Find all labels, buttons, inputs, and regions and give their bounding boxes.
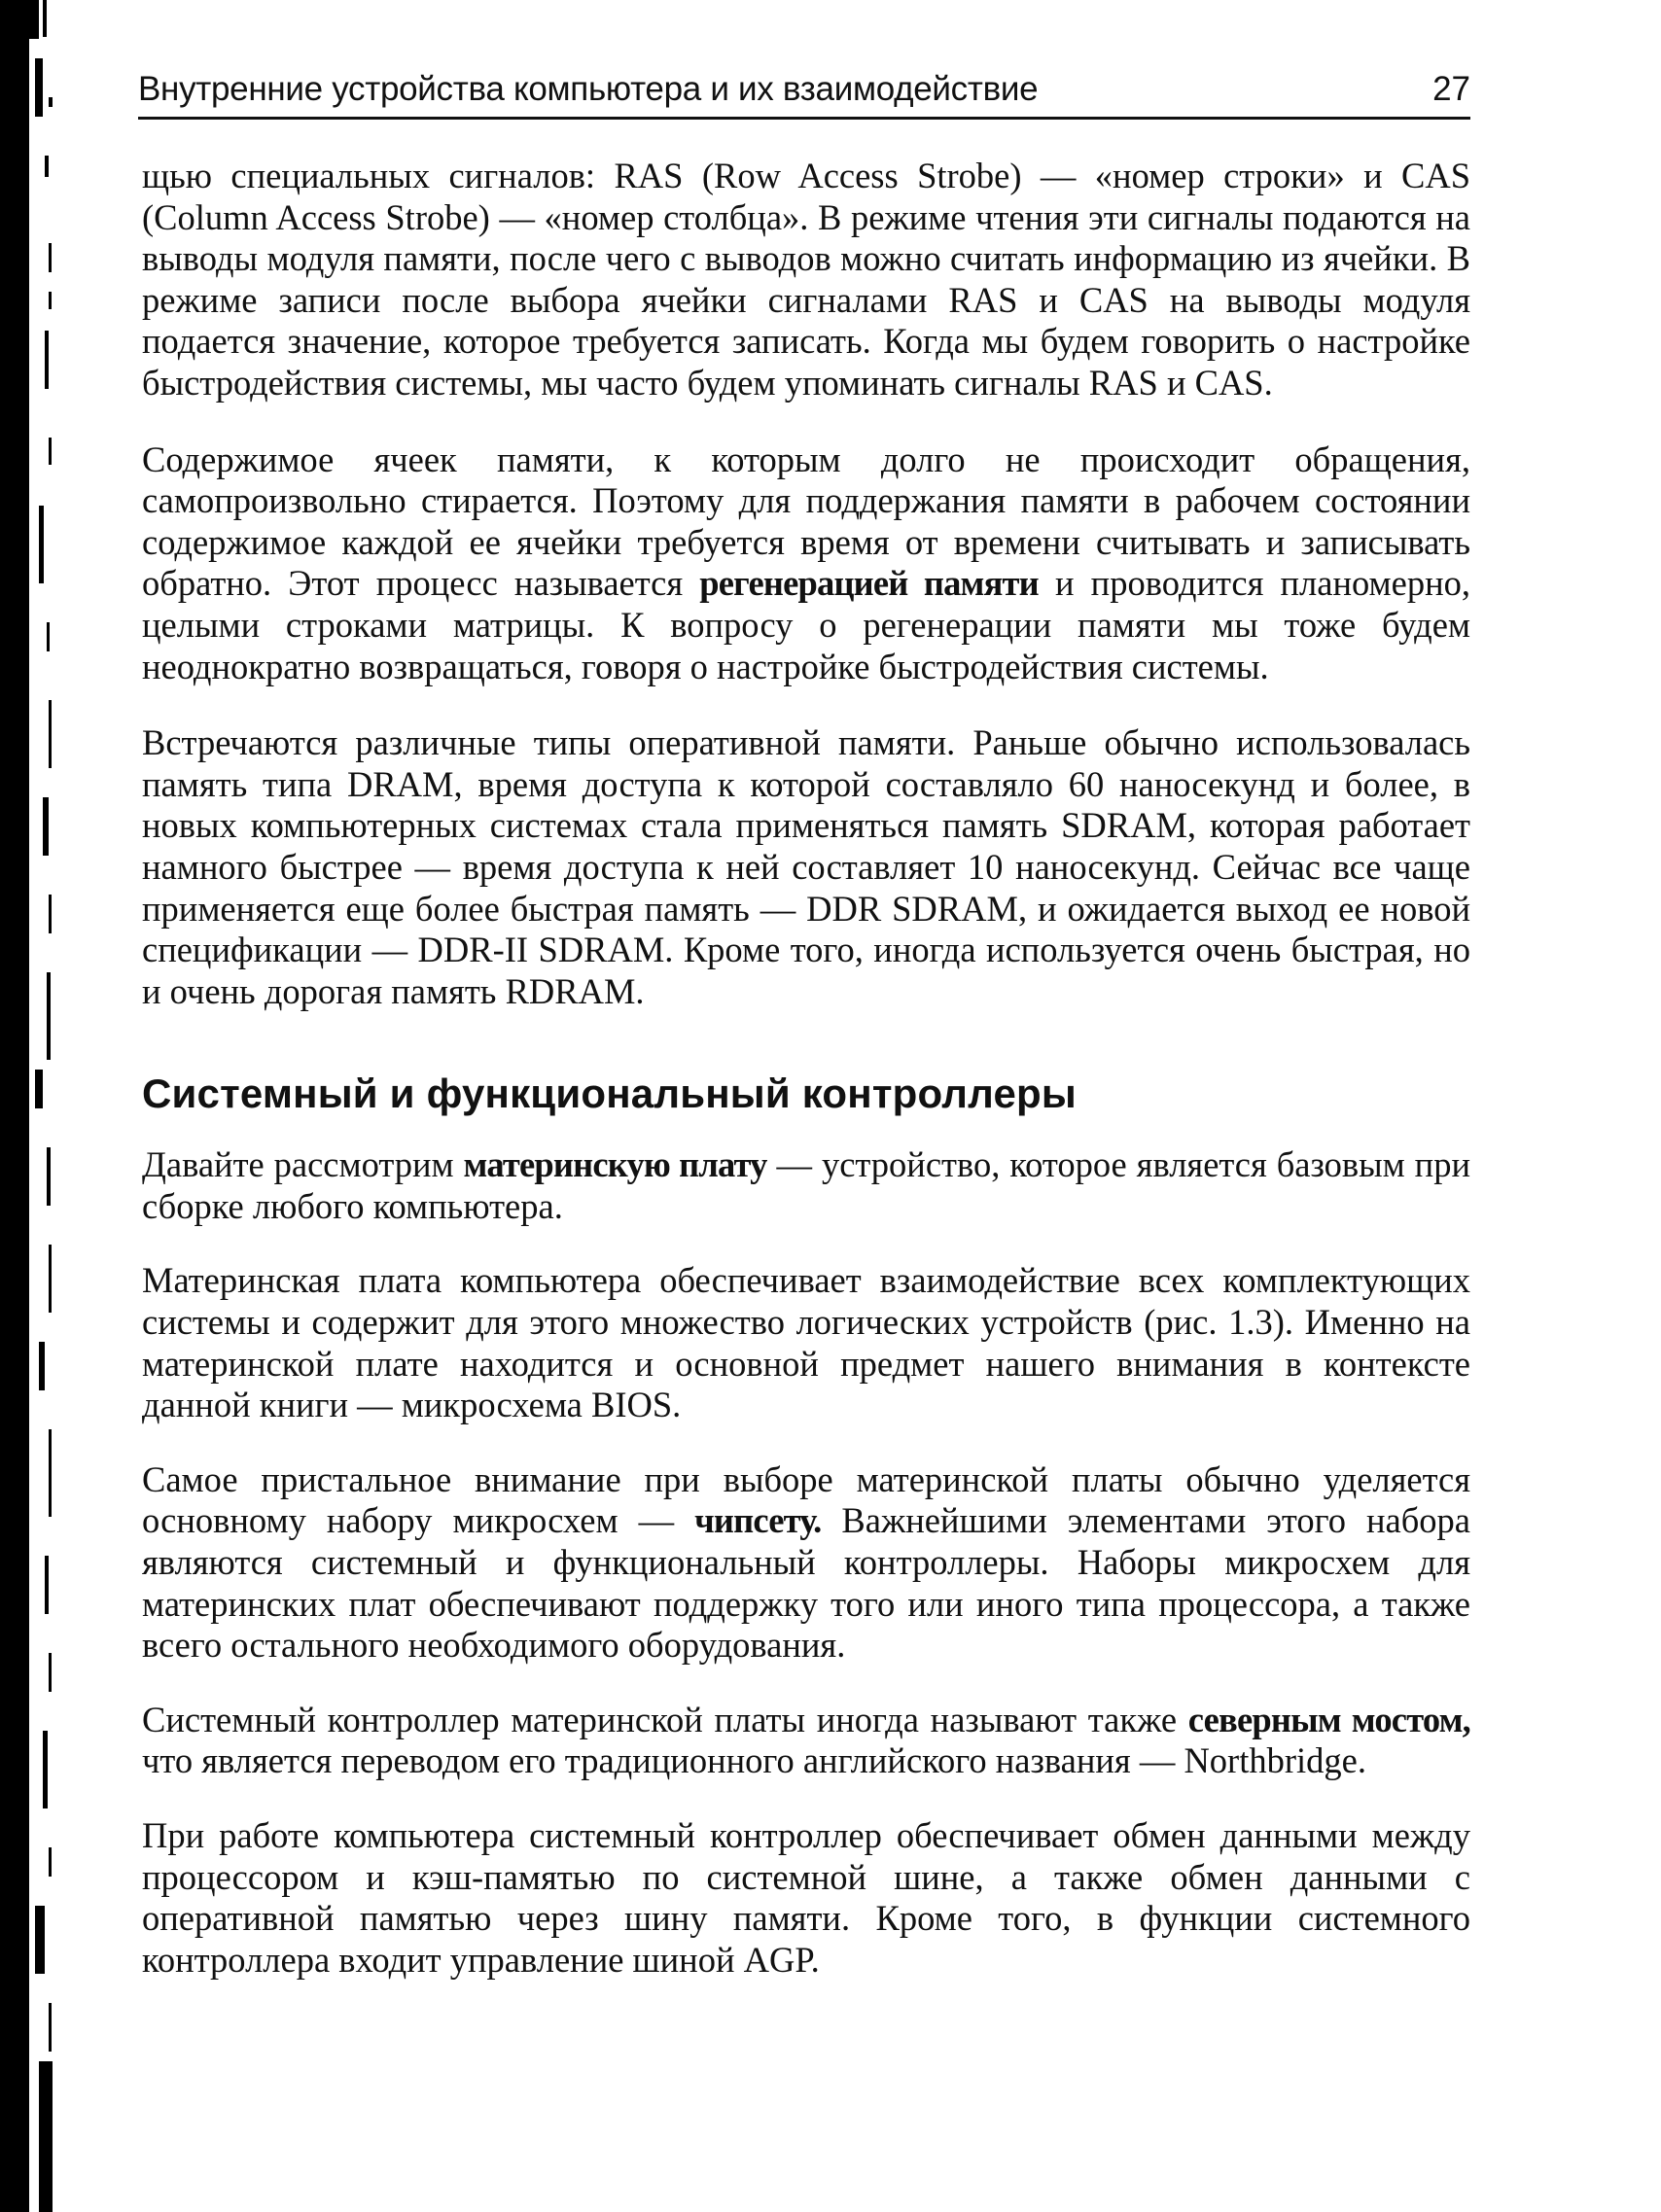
paragraph-text: Содержимое ячеек памяти, к которым долго не происходит обращения, самопроизвольно стирается. Поэтому для поддержания памяти в рабочем состоянии содержимое каждой ее ячейки требуется время от времени считывать и записывать обратно. Этот процесс называется [142, 439, 1470, 604]
paragraph-text: Системный контроллер материнской платы иногда называют также [142, 1699, 1188, 1739]
scan-binding-edge [0, 0, 58, 2212]
term-regeneration: регенерацией памяти [699, 563, 1039, 604]
page-body [142, 156, 1470, 2014]
paragraph-text: — устройство, которое является базовым при сборке любого компьютера. [142, 1144, 1471, 1226]
paragraph-motherboard-intro [142, 1144, 1470, 1227]
paragraph-ras-cas: щью специальных сигналов: RAS (Row Access Strobe) — «номер строки» и CAS (Column Access Strobe) — «номер столбца». В режиме чтения эти сигналы подаются на выводы модуля памяти, после чего с выводов можно считать информацию из ячейки. В режиме записи после выбора ячейки сигналами RAS и CAS на выводы модуля подается значение, которое требуется записать. Когда мы будем говорить о настройке быстродействия системы, мы часто будем упоминать сигналы RAS и CAS. [142, 156, 1470, 403]
term-motherboard: материнскую плату [463, 1144, 767, 1185]
header-title: Внутренние устройства компьютера и их взаимодействие [138, 70, 1039, 108]
paragraph-memory-regeneration [142, 439, 1470, 688]
paragraph-text: Важнейшими элементами этого набора являются системный и функциональный контроллеры. Наборы микросхем для материнских плат обеспечивают поддержку того или иного типа процессора, а также всего остального необходимого оборудования. [142, 1500, 1470, 1666]
paragraph-motherboard-role: Материнская плата компьютера обеспечивает взаимодействие всех комплектующих системы и содержит для этого множество логических устройств (рис. 1.3). Именно на материнской плате находится и основной предмет нашего внимания в контексте данной книги — микросхема BIOS. [142, 1260, 1470, 1425]
paragraph-northbridge [142, 1700, 1470, 1782]
paragraph-chipset [142, 1459, 1470, 1667]
section-heading: Системный и функциональный контроллеры [142, 1071, 1077, 1117]
paragraph-text: и проводится планомерно, целыми строками матрицы. К вопросу о регенерации памяти мы тоже будем неоднократно возвращаться, говоря о настройке быстродействия системы. [142, 563, 1471, 686]
term-chipset: чипсету. [694, 1500, 822, 1541]
term-northbridge: северным мостом, [1187, 1699, 1470, 1739]
running-header [138, 66, 1470, 120]
paragraph-system-controller: При работе компьютера системный контроллер обеспечивает обмен данными между процессором и кэш-памятью по системной шине, а также обмен данными с оперативной памятью через шину памяти. Кроме того, в функции системного контроллера входит управление шиной AGP. [142, 1815, 1470, 1980]
paragraph-text: что является переводом его традиционного английского названия — Northbridge. [142, 1740, 1366, 1781]
paragraph-text: Давайте рассмотрим [142, 1144, 464, 1185]
page-number: 27 [1432, 70, 1470, 108]
paragraph-ram-types: Встречаются различные типы оперативной памяти. Раньше обычно использовалась память типа DRAM, время доступа к которой составляло 60 наносекунд и более, в новых компьютерных системах стала применяться память SDRAM, которая работает намного быстрее — время доступа к ней составляет 10 наносекунд. Сейчас все чаще применяется еще более быстрая память — DDR SDRAM, и ожидается выход ее новой спецификации — DDR-II SDRAM. Кроме того, иногда используется очень быстрая, но и очень дорогая память RDRAM. [142, 722, 1470, 1011]
paragraph-text: Самое пристальное внимание при выборе материнской платы обычно уделяется основному набору микросхем — [142, 1458, 1470, 1541]
